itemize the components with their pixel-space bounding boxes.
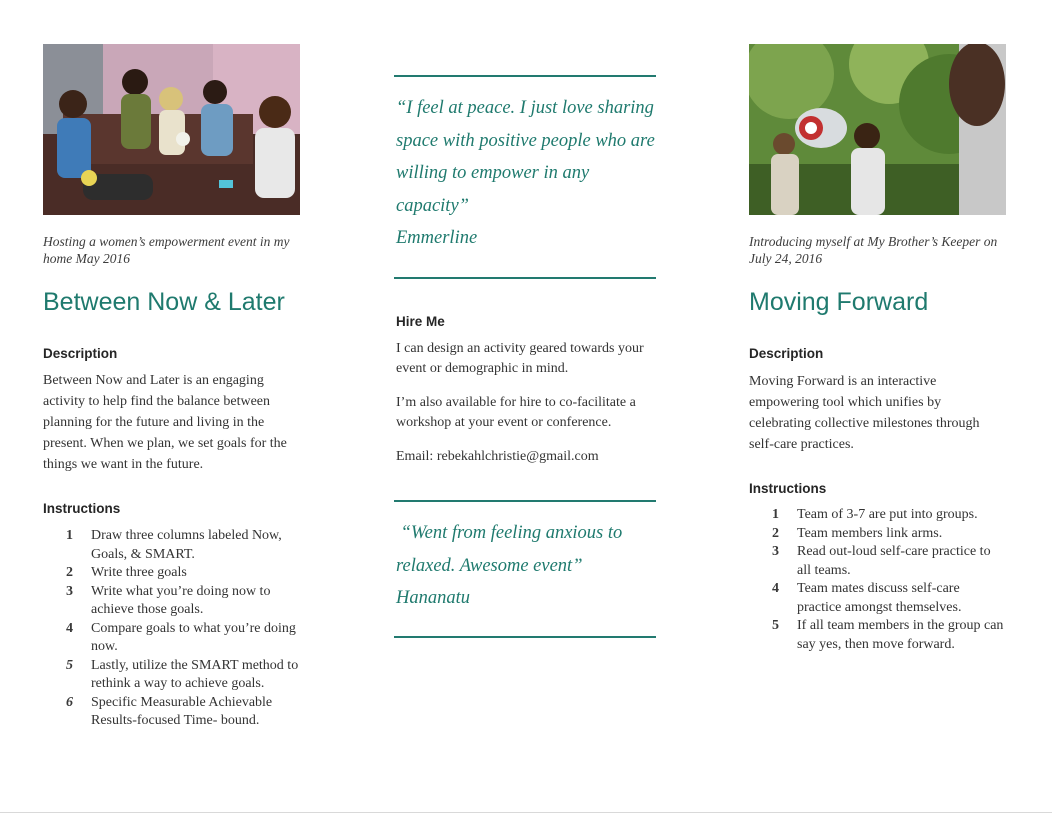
description-text: Between Now and Later is an engaging activity to help find the balance between planning for the future and living in the present. When we plan, we set goals for the things we want in the future.: [43, 373, 287, 472]
photo-my-brothers-keeper: [749, 44, 1006, 215]
description-label: Description: [749, 346, 824, 361]
instructions-label: Instructions: [43, 501, 121, 516]
list-item: 5 Lastly, utilize the SMART method to rethink a way to achieve goals.: [66, 657, 299, 691]
hire-me-label: Hire Me: [396, 314, 445, 329]
list-item: 6 Specific Measurable Achievable Results-focused Time- bound.: [66, 694, 273, 728]
photo-caption: Introducing myself at My Brother’s Keeper on July 24, 2016: [749, 234, 998, 266]
list-item: 4 Compare goals to what you’re doing now.: [66, 620, 296, 654]
list-item: 2 Write three goals: [66, 565, 187, 580]
divider: [394, 277, 656, 279]
list-item: 4 Team mates discuss self-care practice amongst themselves.: [772, 581, 962, 615]
section-title: Moving Forward: [749, 288, 929, 316]
hire-me-text: I can design an activity geared towards your event or demographic in mind.: [396, 341, 644, 376]
testimonial-author: Emmerline: [396, 228, 478, 248]
photo-caption: Hosting a women’s empowerment event in my home May 2016: [43, 234, 290, 266]
list-item: 2 Team members link arms.: [772, 525, 943, 541]
divider: [394, 75, 656, 77]
list-item: 3 Read out-loud self-care practice to all teams.: [772, 544, 991, 578]
description-label: Description: [43, 346, 118, 361]
instructions-label: Instructions: [749, 481, 827, 496]
testimonial-quote: “Went from feeling anxious to relaxed. Awesome event” Hananatu: [396, 523, 627, 608]
list-item: 1 Team of 3-7 are put into groups.: [772, 507, 978, 522]
divider: [394, 636, 656, 638]
hire-me-availability: I’m also available for hire to co-facilitate a workshop at your event or conference.: [396, 395, 636, 430]
testimonial-author: Hananatu: [396, 588, 470, 608]
instructions-list: [749, 506, 1007, 654]
list-item: 1 Draw three columns labeled Now, Goals, & SMART.: [66, 528, 282, 562]
instructions-list: [43, 527, 305, 731]
description-text: Moving Forward is an interactive empowering tool which unifies by celebrating collective milestones through self-care practices.: [749, 374, 980, 452]
divider: [394, 500, 656, 502]
list-item: 5 If all team members in the group can say yes, then move forward.: [772, 618, 1004, 652]
list-item: 3 Write what you’re doing now to achieve those goals.: [66, 583, 271, 617]
testimonial-quote: “I feel at peace. I just love sharing space with positive people who are willing to empower in any capacity” Emmerline: [396, 98, 655, 248]
photo-women-empowerment-event: [43, 44, 300, 215]
section-title: Between Now & Later: [43, 288, 285, 316]
contact-email: Email: rebekahlchristie@gmail.com: [396, 449, 599, 464]
